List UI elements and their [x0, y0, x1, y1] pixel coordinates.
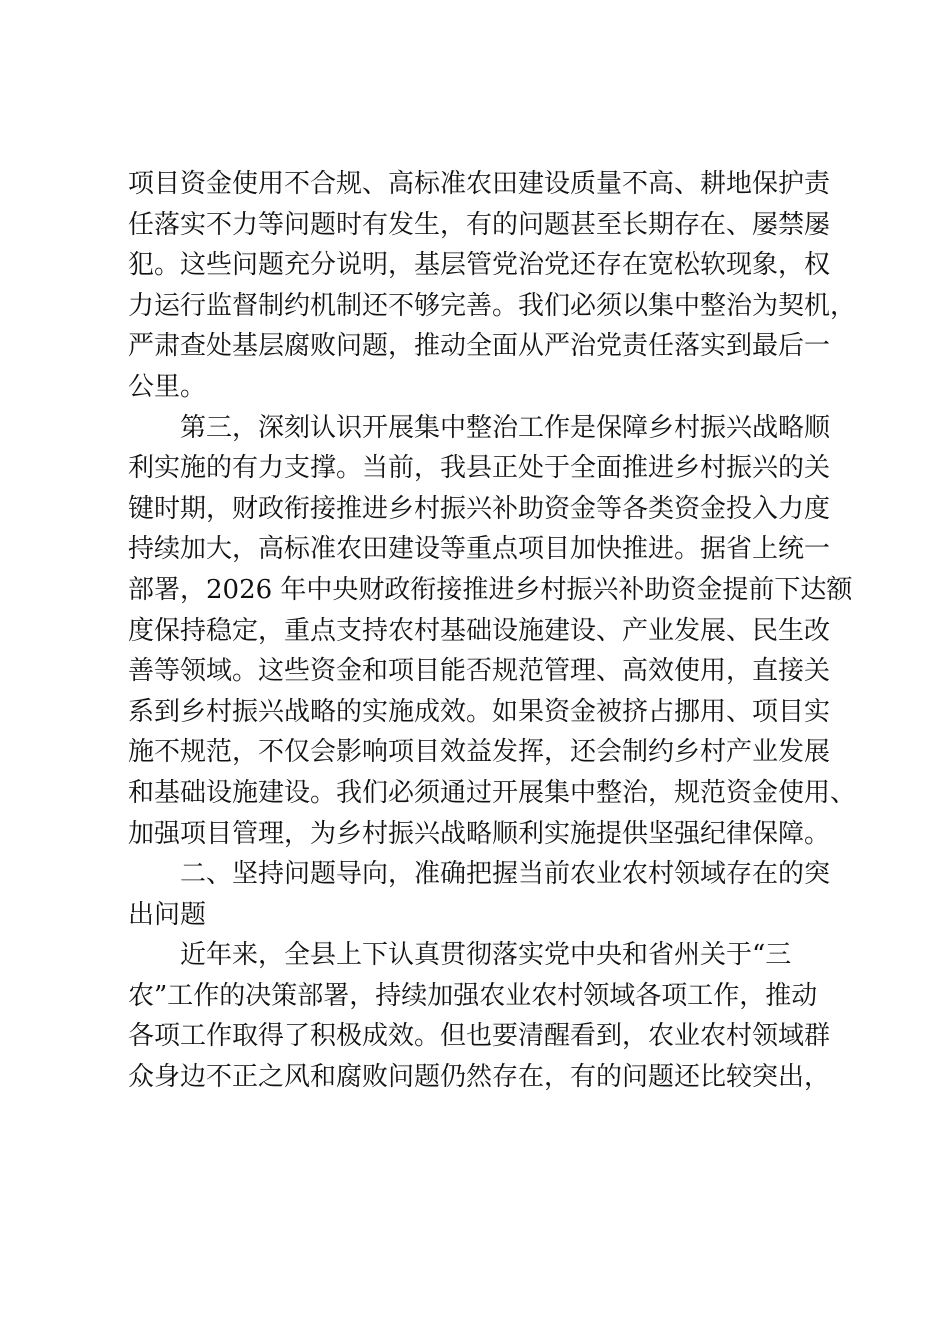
text-line: 利实施的有力支撑。当前，我县正处于全面推进乡村振兴的关 [128, 453, 831, 484]
text-line: 部署，2026 年中央财政衔接推进乡村振兴补助资金提前下达额 [128, 574, 853, 605]
text-line: 各项工作取得了积极成效。但也要清醒看到，农业农村领域群 [128, 1021, 831, 1052]
text-line: 系到乡村振兴战略的实施成效。如果资金被挤占挪用、项目实 [128, 696, 831, 727]
text-line: 施不规范，不仅会影响项目效益发挥，还会制约乡村产业发展 [128, 737, 831, 768]
text-line: 度保持稳定，重点支持农村基础设施建设、产业发展、民生改 [128, 615, 831, 646]
text-line: 任落实不力等问题时有发生，有的问题甚至长期存在、屡禁屡 [128, 209, 831, 240]
text-line: 持续加大，高标准农田建设等重点项目加快推进。据省上统一 [128, 534, 831, 565]
text-line: 力运行监督制约机制还不够完善。我们必须以集中整治为契机， [128, 290, 857, 321]
text-line: 公里。 [128, 371, 207, 402]
text-line: 严肃查处基层腐败问题，推动全面从严治党责任落实到最后一 [128, 331, 831, 362]
paragraph-start-line: 第三，深刻认识开展集中整治工作是保障乡村振兴战略顺 [180, 412, 831, 443]
text-line: 农”工作的决策部署，持续加强农业农村领域各项工作，推动 [128, 980, 818, 1011]
section-heading-line: 二、坚持问题导向，准确把握当前农业农村领域存在的突 [180, 859, 831, 890]
text-line: 犯。这些问题充分说明，基层管党治党还存在宽松软现象，权 [128, 250, 831, 281]
text-line: 项目资金使用不合规、高标准农田建设质量不高、耕地保护责 [128, 169, 831, 199]
text-line: 键时期，财政衔接推进乡村振兴补助资金等各类资金投入力度 [128, 493, 831, 524]
document-body [128, 164, 857, 1098]
paragraph-start-line: 近年来，全县上下认真贯彻落实党中央和省州关于“三 [180, 940, 792, 971]
text-line: 善等领域。这些资金和项目能否规范管理、高效使用，直接关 [128, 656, 831, 687]
text-line: 众身边不正之风和腐败问题仍然存在，有的问题还比较突出， [128, 1062, 831, 1093]
section-heading-line: 出问题 [128, 899, 207, 930]
text-line: 和基础设施建设。我们必须通过开展集中整治，规范资金使用、 [128, 777, 857, 808]
text-line: 加强项目管理，为乡村振兴战略顺利实施提供坚强纪律保障。 [128, 818, 831, 849]
